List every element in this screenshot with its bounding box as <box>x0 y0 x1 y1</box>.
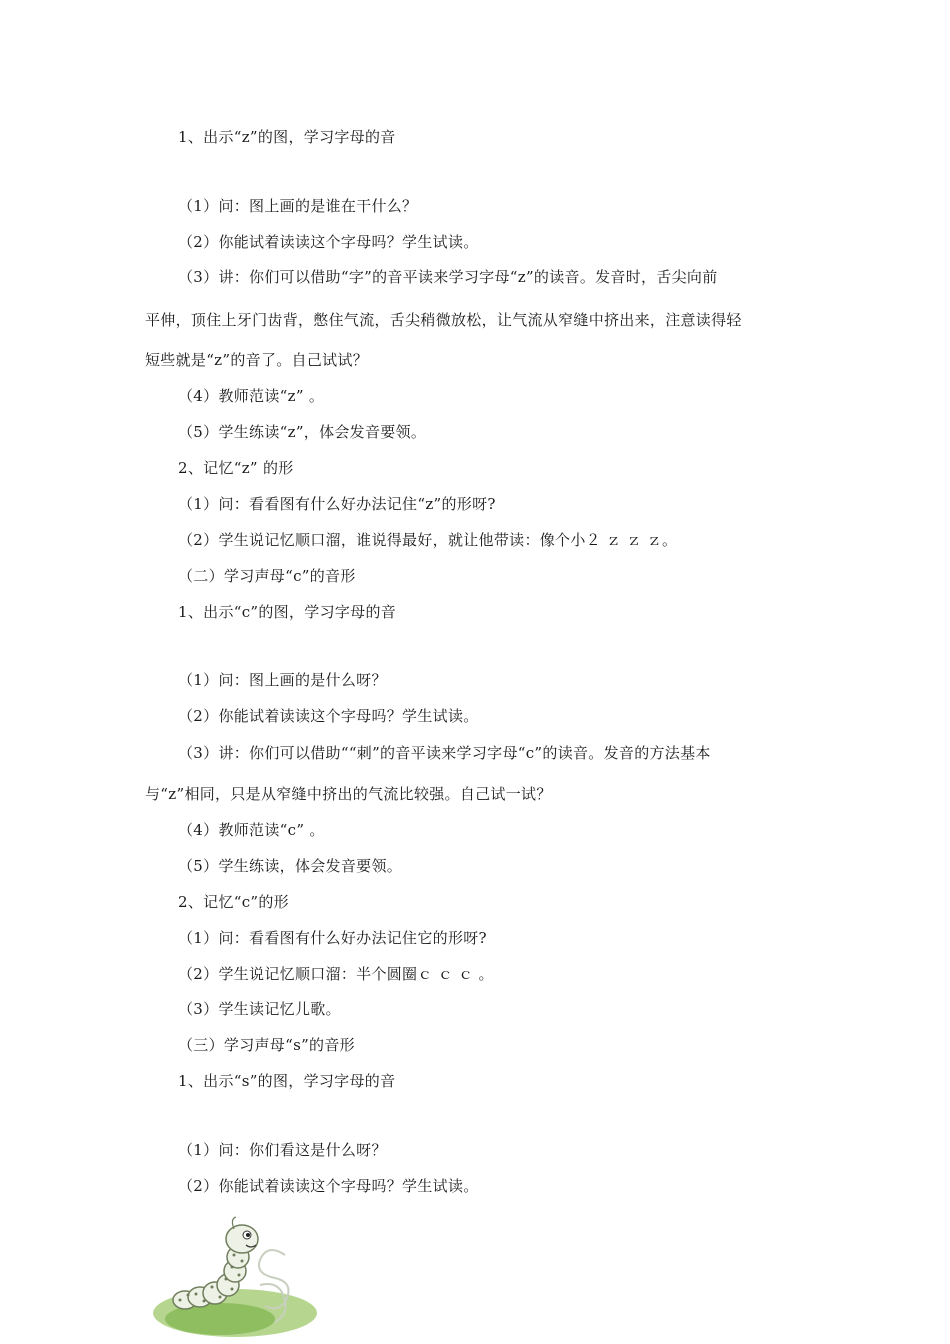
section-heading: 2、记忆“c”的形 <box>178 893 289 911</box>
text-line: （1）问：看看图有什么好办法记住它的形呀? <box>178 929 487 947</box>
section-heading: （三）学习声母“s”的音形 <box>178 1036 355 1054</box>
text-line: 平伸，顶住上牙门齿背，憋住气流，舌尖稍微放松，让气流从窄缝中挤出来，注意读得轻 <box>145 311 742 329</box>
caterpillar-s-illustration <box>150 1215 340 1340</box>
text-line: （3）学生读记忆儿歌。 <box>178 1000 341 1018</box>
section-heading: （二）学习声母“c”的音形 <box>178 567 356 585</box>
text-line: （3）讲：你们可以借助“字”的音平读来学习字母“z”的读音。发音时，舌尖向前 <box>178 268 718 286</box>
text-line: （1）问：你们看这是什么呀？ <box>178 1141 387 1159</box>
text-line: （2）你能试着读读这个字母吗？学生试读。 <box>178 233 479 251</box>
text-line: （3）讲：你们可以借助““刺”的音平读来学习字母“c”的读音。发音的方法基本 <box>178 744 711 762</box>
text-line: （2）你能试着读读这个字母吗？学生试读。 <box>178 1177 479 1195</box>
text-line: 与“z”相同，只是从窄缝中挤出的气流比较强。自己试一试？ <box>145 785 552 803</box>
text-line: （1）问：图上画的是谁在干什么？ <box>178 197 418 215</box>
text-line: （1）问：看看图有什么好办法记住“z”的形呀? <box>178 495 496 513</box>
text-line: 短些就是“z”的音了。自己试试？ <box>145 351 369 369</box>
text-line: 1、出示“z”的图，学习字母的音 <box>178 128 396 146</box>
text-line: 1、出示“s”的图，学习字母的音 <box>178 1072 396 1090</box>
text-line: （2）学生说记忆顺口溜，谁说得最好，就让他带读：像个小２ ｚ ｚ ｚ。 <box>178 531 678 549</box>
text-line: （4）教师范读“c” 。 <box>178 821 325 839</box>
section-heading: 2、记忆“z” 的形 <box>178 459 294 477</box>
text-line: （5）学生练读，体会发音要领。 <box>178 857 403 875</box>
text-line: （1）问：图上画的是什么呀？ <box>178 671 387 689</box>
text-line: （4）教师范读“z” 。 <box>178 387 325 405</box>
text-line: 1、出示“c”的图，学习字母的音 <box>178 603 397 621</box>
text-line: （2）学生说记忆顺口溜：半个圆圈ｃ ｃ ｃ 。 <box>178 965 494 983</box>
text-line: （5）学生练读“z”，体会发音要领。 <box>178 423 427 441</box>
text-line: （2）你能试着读读这个字母吗？学生试读。 <box>178 707 479 725</box>
